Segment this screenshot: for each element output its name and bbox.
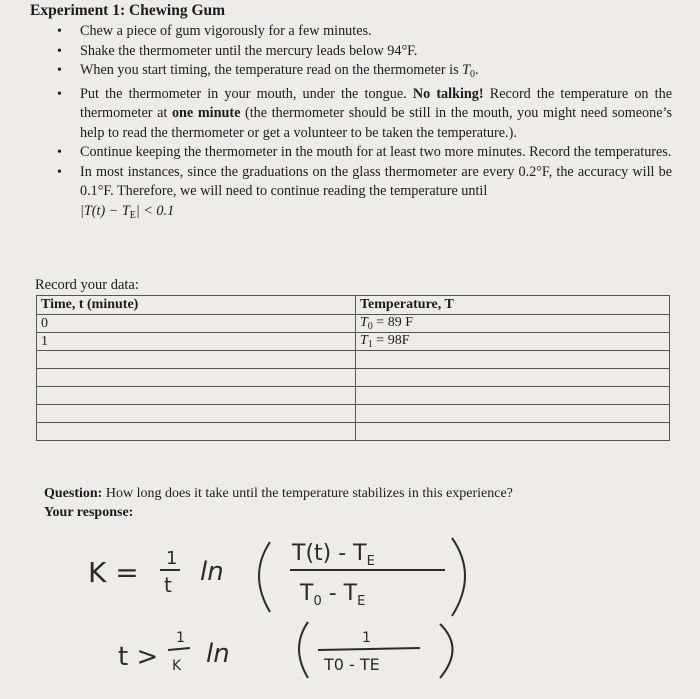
bullet-icon: •: [57, 86, 62, 102]
temperature-cell[interactable]: [356, 315, 670, 333]
formula: |T(t) − T: [80, 202, 130, 219]
bullet-icon: •: [57, 24, 62, 39]
list-item: [40, 163, 672, 226]
table-row: [37, 333, 670, 351]
hand-numerator: $T(t) - T_E$: [292, 541, 375, 569]
list-item: [40, 143, 672, 163]
subscript: 0: [367, 321, 373, 332]
instruction-text: When you start timing, the temperature read on the thermometer is: [80, 62, 463, 78]
experiment-title: Experiment 1: Chewing Gum: [30, 2, 226, 19]
time-cell[interactable]: [37, 369, 356, 387]
time-cell[interactable]: 0: [37, 315, 356, 333]
hand-inner-num: 1: [362, 630, 371, 646]
bullet-icon: •: [57, 43, 62, 59]
time-cell[interactable]: [37, 405, 356, 423]
temperature-cell[interactable]: [356, 333, 670, 351]
question-text: How long does it take until the temperature stabilizes in this experience?: [102, 486, 513, 501]
hand-open-paren2: [299, 622, 308, 678]
question: [44, 486, 513, 502]
instruction-text: Chew a piece of gum vigorously for a few minutes.: [80, 23, 372, 39]
temperature-value: = 89 F: [372, 315, 413, 330]
emphasis-text: No talking!: [412, 85, 484, 102]
bullet-icon: •: [57, 145, 62, 160]
formula: | < 0.1: [135, 202, 175, 219]
hand-close-paren: [452, 538, 465, 616]
temperature-cell[interactable]: [356, 369, 670, 387]
temperature-cell[interactable]: [356, 423, 670, 441]
variable: T: [360, 333, 368, 348]
instruction-text: Record the temperature on the thermometer at: [80, 85, 673, 121]
question-label: Question:: [44, 486, 103, 501]
list-item: [40, 22, 672, 42]
bullet-icon: •: [57, 164, 62, 180]
instruction-text: Shake the thermometer until the mercury leads below 94°F.: [80, 42, 418, 59]
hand-ln: ln: [200, 557, 224, 587]
table-row: [37, 369, 670, 387]
handwritten-answer: [0, 520, 700, 699]
table-row: [37, 405, 670, 423]
table-header-row: [37, 296, 670, 315]
list-item: [40, 85, 672, 144]
list-item: [40, 42, 672, 62]
time-cell[interactable]: [37, 423, 356, 441]
instruction-list: [40, 22, 672, 225]
instruction-text: .: [475, 62, 479, 78]
hand-k-equals: K =: [88, 556, 139, 589]
subscript: 1: [367, 339, 373, 350]
hand-fraction2-bar: [168, 648, 190, 650]
hand-close-paren2: [440, 624, 453, 678]
hand-open-paren: [259, 542, 270, 612]
list-item: [40, 61, 672, 85]
instruction-text: Put the thermometer in your mouth, under the tongue.: [80, 85, 413, 102]
instruction-text: In most instances, since the graduations on the glass thermometer are every 0.2°F, the accuracy will be 0.1°F. Therefore, we will need to continue reading the temperature until: [80, 163, 672, 199]
time-cell[interactable]: [37, 351, 356, 369]
record-data-label: Record your data:: [35, 277, 139, 293]
temperature-cell[interactable]: [356, 387, 670, 405]
variable: T: [360, 315, 368, 330]
data-table: [36, 295, 670, 441]
variable: T: [462, 62, 471, 78]
hand-t-greater: t >: [118, 642, 159, 672]
time-cell[interactable]: 1: [37, 333, 356, 351]
hand-ln2: ln: [206, 639, 230, 669]
hand-frac2-num: 1: [176, 630, 185, 646]
temperature-value: = 98F: [372, 333, 410, 348]
column-header-time: Time, t (minute): [37, 296, 356, 315]
subscript: E: [129, 209, 136, 221]
table-row: [37, 387, 670, 405]
emphasis-text: one minute: [171, 105, 241, 121]
temperature-cell[interactable]: [356, 351, 670, 369]
time-cell[interactable]: [37, 387, 356, 405]
hand-frac2-den: K: [172, 658, 182, 674]
hand-inner-fraction-bar: [318, 648, 420, 650]
column-header-temperature: Temperature, T: [356, 296, 670, 315]
hand-inner-den: T0 - TE: [324, 655, 380, 674]
table-row: [37, 351, 670, 369]
table-row: [37, 423, 670, 441]
hand-frac-den: t: [164, 573, 172, 597]
table-row: [37, 315, 670, 333]
instruction-text: (the thermometer should be still in the mouth, you might need someone’s help to read the thermometer or get a volunteer to be taken the temperature.).: [80, 105, 672, 141]
temperature-cell[interactable]: [356, 405, 670, 423]
response-label: Your response:: [44, 505, 134, 520]
hand-denominator: $T_0 - T_E$: [300, 581, 366, 609]
instruction-text: Continue keeping the thermometer in the mouth for at least two more minutes. Record the temperatures.: [80, 144, 672, 160]
subscript: 0: [470, 69, 476, 80]
hand-frac-num: 1: [166, 548, 178, 569]
bullet-icon: •: [57, 63, 62, 78]
